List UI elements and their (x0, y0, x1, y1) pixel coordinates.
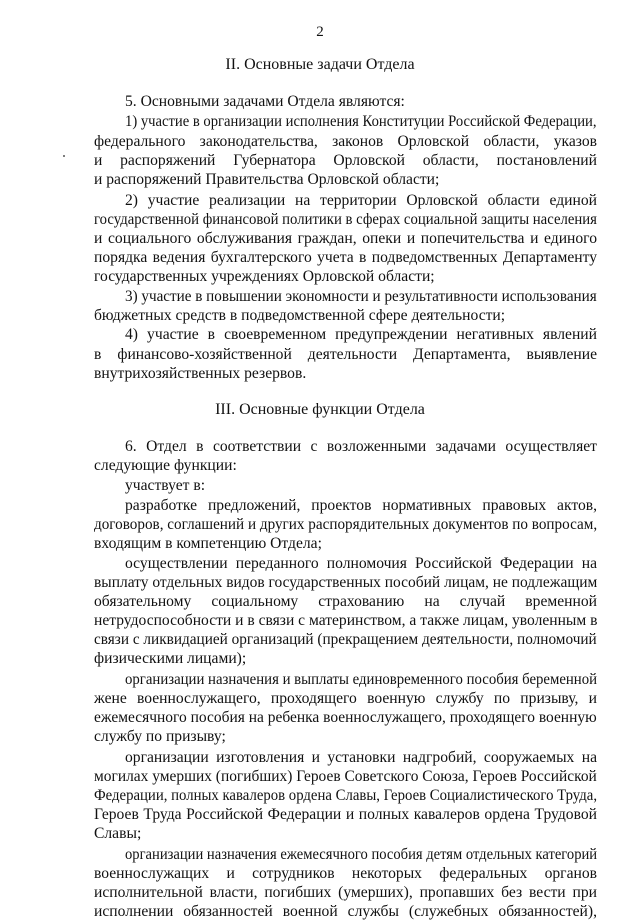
section-2-line: 3) участие в повышении экономности и результативности использования (125, 288, 597, 305)
section-3-line: организации изготовления и установки надгробий, сооружаемых на (125, 749, 597, 766)
page-number: 2 (316, 24, 324, 40)
section-2-line: внутрихозяйственных резервов. (94, 365, 307, 382)
section-3-line: могилах умерших (погибших) Героев Советского Союза, Героев Российской (94, 768, 597, 785)
section-3-heading: III. Основные функции Отдела (215, 401, 425, 418)
section-2-line: и распоряжений Губернатора Орловской области, постановлений (94, 152, 597, 169)
section-2-line: в финансово-хозяйственной деятельности Департамента, выявление (94, 346, 597, 363)
section-2-line: государственной финансовой политики в сферах социальной защиты населения (94, 211, 597, 228)
section-3-line: исполнительной власти, погибших (умерших), пропавших без вести при (94, 884, 597, 901)
section-2-line: 4) участие в своевременном предупреждении негативных явлений (125, 326, 597, 343)
section-3-line: договоров, соглашений и других распорядительных документов по вопросам, (94, 516, 598, 533)
section-3-line: организации назначения ежемесячного пособия детям отдельных категорий (125, 846, 598, 863)
section-3-line: военнослужащих и сотрудников некоторых федеральных органов (94, 865, 597, 882)
section-3-line: следующие функции: (94, 457, 237, 474)
section-3-line: Славы; (94, 825, 142, 842)
section-3-line: обязательному социальному страхованию на случай временной (94, 593, 597, 610)
section-2-line: 2) участие реализации на территории Орловской области единой (125, 192, 597, 209)
section-2-line: 1) участие в организации исполнения Конституции Российской Федерации, (125, 113, 597, 130)
section-3-line: Героев Труда Российской Федерации и полных кавалеров ордена Трудовой (94, 806, 597, 823)
section-3-line: связи с ликвидацией организаций (прекращением деятельности, полномочий (94, 631, 597, 648)
section-3-line: службу по призыву; (94, 728, 226, 745)
section-3-line: физическими лицами); (94, 650, 247, 667)
section-2-line: и социального обслуживания граждан, опеки и попечительства и единого (94, 230, 597, 247)
section-2-line: федерального законодательства, законов Орловской области, указов (94, 133, 597, 150)
section-2-line: бюджетных средств в подведомственной сфере деятельности; (94, 307, 506, 324)
section-2-line: государственных учреждениях Орловской области; (94, 268, 435, 285)
section-3-line: участвует в: (125, 477, 206, 494)
section-3-line: входящим в компетенцию Отдела; (94, 535, 322, 552)
section-3-line: нетрудоспособности и в связи с материнством, а также лицам, уволенным в (94, 612, 598, 629)
section-3-line: выплату отдельных видов государственных пособий лицам, не подлежащим (94, 574, 598, 591)
section-3-line: Федерации, полных кавалеров ордена Славы, Героев Социалистического Труда, (94, 787, 598, 804)
section-3-line: жене военнослужащего, проходящего военную службу по призыву, и (94, 690, 597, 707)
section-3-line: осуществлении переданного полномочия Российской Федерации на (125, 555, 597, 572)
section-2-line: порядка ведения бухгалтерского учета в подведомственных Департаменту (94, 249, 597, 266)
section-3-line: 6. Отдел в соответствии с возложенными задачами осуществляет (125, 438, 597, 455)
section-3-line: исполнении обязанностей военной службы (служебных обязанностей), (94, 903, 597, 920)
section-3-line: разработке предложений, проектов нормативных правовых актов, (125, 497, 597, 514)
scan-speck (63, 155, 65, 157)
section-3-line: ежемесячного пособия на ребенка военнослужащего, проходящего военную (94, 709, 597, 726)
section-2-line: 5. Основными задачами Отдела являются: (125, 93, 405, 110)
section-3-line: организации назначения и выплаты единовременного пособия беременной (125, 671, 598, 688)
section-2-line: и распоряжений Правительства Орловской области; (94, 171, 440, 188)
section-2-heading: II. Основные задачи Отдела (225, 56, 415, 73)
